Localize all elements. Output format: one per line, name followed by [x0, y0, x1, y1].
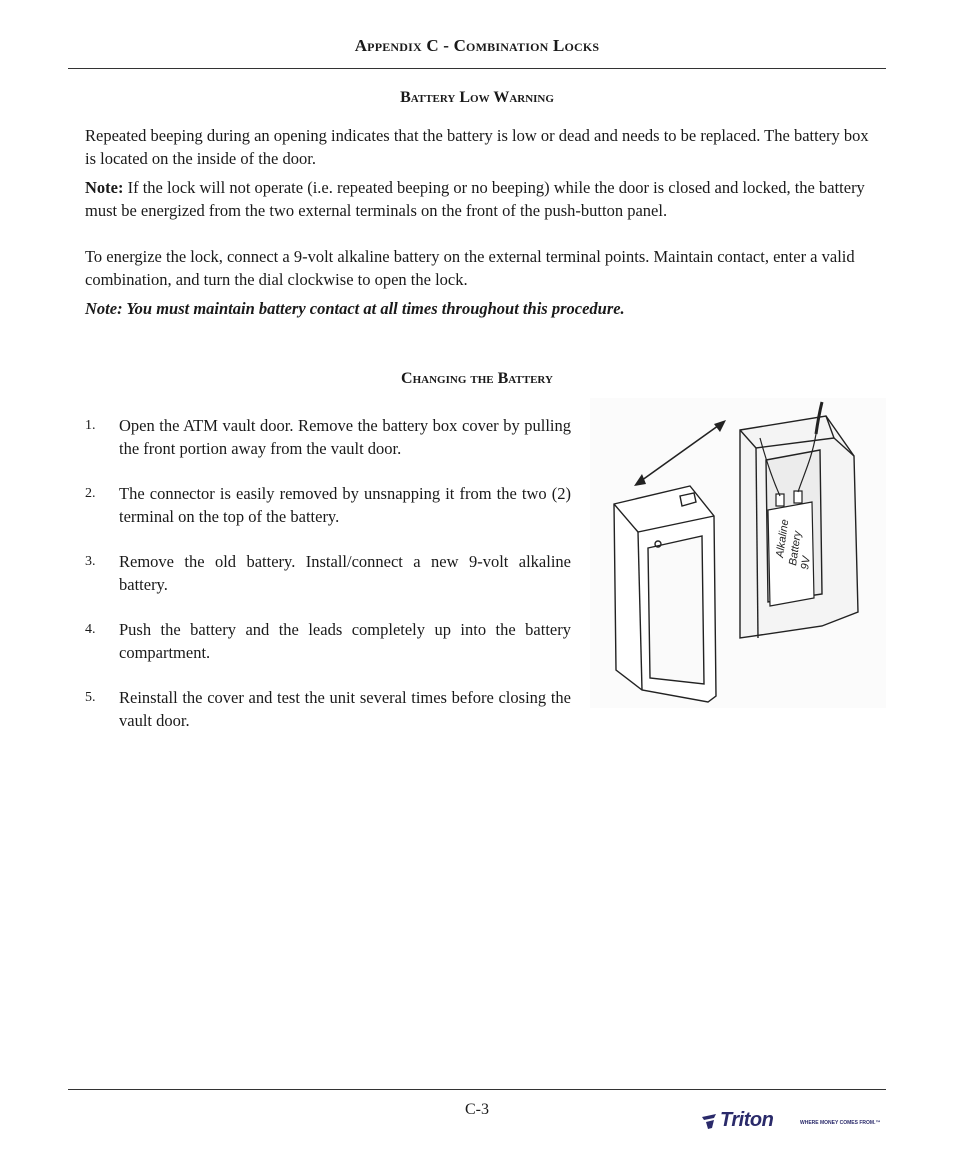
step-item: [85, 482, 571, 528]
page-number: C-3: [465, 1101, 489, 1118]
battery-label-line3: 9V: [799, 555, 813, 571]
step-text: The connector is easily removed by unsnapping it from the two (2) terminal on the top of the battery.: [119, 484, 571, 526]
note-text: If the lock will not operate (i.e. repeated beeping or no beeping) while the door is closed and locked, the battery must be energized from the two external terminals on the front of the push-button panel.: [85, 178, 865, 220]
triton-logo: [700, 1108, 881, 1136]
step-text: Push the battery and the leads completely up into the battery compartment.: [119, 620, 571, 662]
battery-low-paragraph: Repeated beeping during an opening indicates that the battery is low or dead and needs to be replaced. The battery box is located on the inside of the door.: [85, 126, 869, 168]
battery-box-illustration: [590, 398, 886, 708]
step-text: Open the ATM vault door. Remove the battery box cover by pulling the front portion away from the vault door.: [119, 416, 571, 458]
step-number: 5.: [85, 690, 96, 705]
step-text: Remove the old battery. Install/connect a new 9-volt alkaline battery.: [119, 552, 571, 594]
energize-paragraph: To energize the lock, connect a 9-volt alkaline battery on the external terminal points. Maintain contact, enter a valid combination, and turn the dial clockwise to open the lock.: [85, 247, 855, 289]
battery-contact-note: Note: You must maintain battery contact at all times throughout this procedure.: [85, 299, 625, 318]
battery-label-line1: Alkaline: [774, 518, 792, 559]
step-number: 1.: [85, 418, 96, 433]
changing-battery-heading: Changing the Battery: [401, 370, 553, 387]
step-item: [85, 686, 571, 732]
step-number: 4.: [85, 622, 96, 637]
header-divider: [68, 68, 886, 69]
step-number: 3.: [85, 554, 96, 569]
step-item: [85, 550, 571, 596]
battery-low-note: [85, 176, 870, 222]
logo-wordmark: Triton: [720, 1109, 774, 1131]
triton-mark-icon: [700, 1108, 720, 1136]
battery-box-cover: [614, 486, 716, 702]
page-header-title: Appendix C - Combination Locks: [354, 36, 600, 55]
footer-divider: [68, 1089, 886, 1090]
logo-tagline: WHERE MONEY COMES FROM.™: [800, 1120, 881, 1126]
note-label: Note:: [85, 178, 124, 197]
battery-label-line2: Battery: [787, 530, 804, 567]
step-number: 2.: [85, 486, 96, 501]
battery-steps-list: [85, 414, 571, 732]
step-item: [85, 618, 571, 664]
step-text: Reinstall the cover and test the unit several times before closing the vault door.: [119, 688, 571, 730]
step-item: [85, 414, 571, 460]
battery-low-warning-heading: Battery Low Warning: [400, 89, 554, 106]
